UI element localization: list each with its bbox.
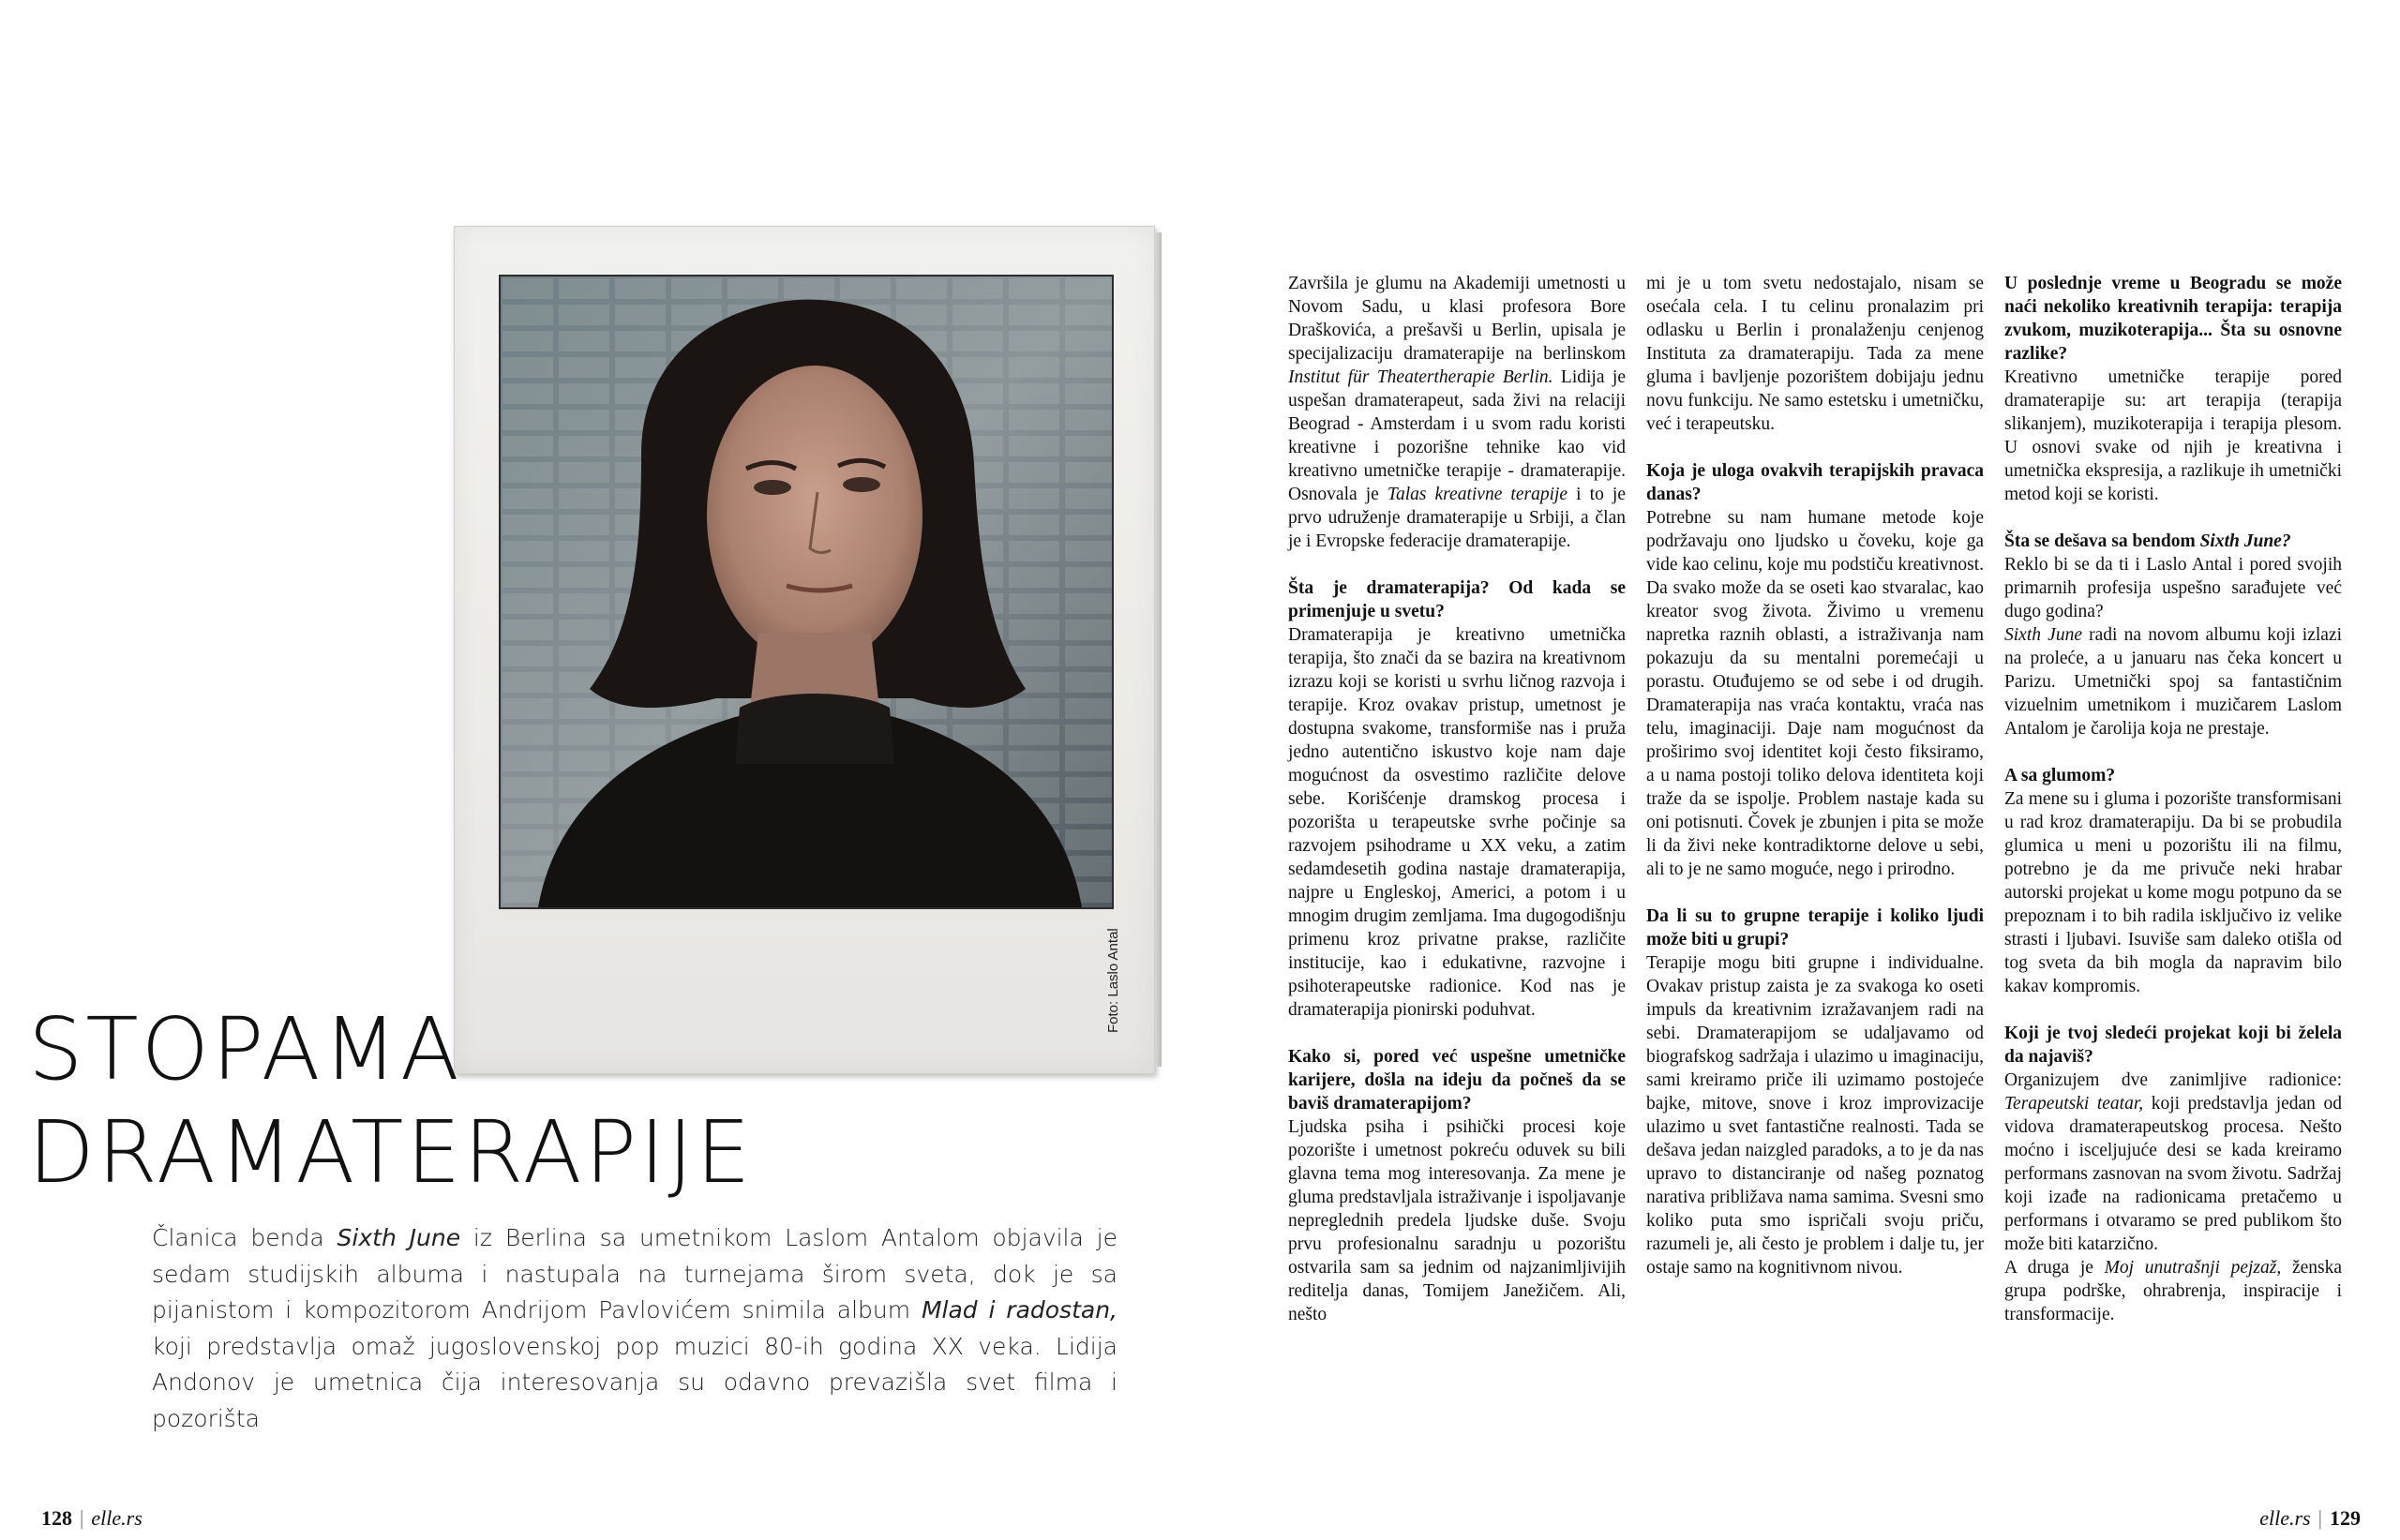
answer-paragraph: Reklo bi se da ti i Laslo Antal i pored svojih primarnih profesija uspešno sarađujete već dugo godina? <box>2004 555 2342 621</box>
text-run: Organizujem dve zanimljive radionice: <box>2004 1070 2342 1090</box>
answer-paragraph: mi je u tom svetu nedostajalo, nisam se osećala cela. I tu celinu pronalazim pri odlasku u Berlin i pronalaženju cenjenog Instituta za dramaterapiju. Tada za mene gluma i bavljenje pozorištem dobijaju jednu novu funkciju. Ne samo estetsku i umetničku, već i terapeutsku. <box>1646 274 1984 434</box>
question-heading <box>2004 530 2342 553</box>
page-number-right: 129 <box>2330 1506 2361 1530</box>
question-heading: Koji je tvoj sledeći projekat koji bi želela da najaviš? <box>2004 1024 2342 1067</box>
text-run: koji predstavlja jedan od vidova dramaterapeutskog procesa. Nešto moćno i isceljujuće desi se kada kreiramo performans zasnovan na svom životu. Sadržaj koji izađe na radionicama pretačemo u performans i otvaramo se pred publikom što može biti katarzično. <box>2004 1094 2342 1254</box>
italic-run: Sixth June? <box>2199 531 2291 551</box>
answer-paragraph: Ljudska psiha i psihički procesi koje pozorište i umetnost pokreću oduvek su bili glavna tema mog interesovanja. Za mene je gluma predstavljala istraživanje i ispoljavanje nepreglednih predela ljudske duše. Svoju prvu profesionalnu saradnju u pozorištu ostvarila sam sa jednim od najzanimljivijih reditelja danas, Tomijem Janežičem. Ali, nešto <box>1288 1117 1626 1324</box>
portrait-image <box>501 277 1112 907</box>
italic-run: Terapeutski teatar, <box>2004 1094 2144 1114</box>
answer-paragraph <box>2004 1069 2342 1256</box>
italic-run: Moj unutrašnji pejzaž, <box>2104 1258 2282 1278</box>
lead-album-name: Mlad i radostan, <box>921 1296 1118 1323</box>
text-column-1 <box>1288 272 1626 1326</box>
text-run: ženska grupa podrške, ohrabrenja, inspiracije i transformacije. <box>2004 1258 2343 1324</box>
lead-text-2: iz Berlina sa umetnikom Laslom Antalom objavila je sedam studijskih albuma i nastupala na turnejama širom sveta, dok je sa pijanistom i kompozitorom Andrijom Pavlovićem snimila album <box>152 1224 1118 1323</box>
lead-text-3: koji predstavlja omaž jugoslovenskoj pop muzici 80-ih godina XX veka. Lidija Andonov je umetnica čija interesovanja su odavno prevazišla svet filma i pozorišta <box>152 1332 1118 1432</box>
site-name-right: elle.rs <box>2259 1506 2311 1530</box>
answer-paragraph: Za mene su i gluma i pozorište transformisani u rad kroz dramaterapiju. Da bi se probudila glumica u meni u pozorištu ili na filmu, potrebno je da me privuče neki hrabar autorski projekat u kome mogu potpuno da se prepoznam i to bih radila isključivo iz velike strasti i ljubavi. Isuviše sam daleko otišla od tog sveta da bih mogla da napravim bilo kakav kompromis. <box>2004 789 2342 996</box>
text-run: Lidija je uspešan dramaterapeut, sada živi na relaciji Beograd - Amsterdam i u svom radu koristi kreativne i pozorišne tehnike kao vid kreativno umetničke terapije - dramaterapije. Osnovala je <box>1288 367 1626 504</box>
question-heading: Kako si, pored već uspešne umetničke karijere, došla na ideju da počneš da se baviš dramaterapijom? <box>1288 1047 1626 1114</box>
polaroid-photo-frame <box>454 226 1155 1074</box>
headline-line-1: STOPAMA <box>28 999 462 1099</box>
question-heading: Koja je uloga ovakvih terapijskih pravaca danas? <box>1646 461 1984 504</box>
right-page-folio <box>2259 1506 2361 1531</box>
text-column-2 <box>1646 272 1984 1279</box>
answer-paragraph: Dramaterapija je kreativno umetnička terapija, što znači da se bazira na kreativnom izrazu koji se koristi u svrhu ličnog razvoja i terapije. Kroz ovakav pristup, umetnost je dostupna svakome, transformiše nas i pruža jedno autentično iskustvo koje nam daje mogućnost da osvestimo različite delove sebe. Korišćenje dramskog procesa i pozorišta u terapeutske svrhe počinje sa razvojem psihodrame u XX veku, a zatim sedamdesetih godina nastaje dramaterapija, najpre u Engleskoj, Americi, a potom i u mnogim drugim zemljama. Ima dugogodišnju primenu kroz privatne prakse, različite institucije, kao i edukativne, razvojne i psihoterapeutske radionice. Kod nas je dramaterapija pionirski poduhvat. <box>1288 625 1626 1020</box>
question-heading: A sa glumom? <box>2004 766 2116 785</box>
text-run: A druga je <box>2004 1258 2105 1278</box>
lead-band-name: Sixth June <box>337 1224 461 1251</box>
photo-credit: Foto: Laslo Antal <box>1105 928 1121 1033</box>
text-run: i to je prvo udruženje dramaterapije u Srbiji, a član je i Evropske federacije dramaterapije. <box>1288 485 1626 551</box>
answer-paragraph: Terapije mogu biti grupne i individualne. Ovakav pristup zaista je za svakoga ko oseti impuls da kreativnim izražavanjem radi na sebi. Dramaterapijom se udaljavamo od biografskog sadržaja i ulazimo u imaginaciju, sami kreiramo priče ili uzimamo postojeće bajke, mitove, snove i kroz improvizacije ulazimo u svet fantastične realnosti. Tada se dešava jedan naizgled paradoks, a to je da nas upravo to distanciranje od našeg poznatog narativa približava nama samima. Svesni smo koliko puta smo ispričali svoju priču, razumeli je, ali često je problem i dalje tu, jer ostaje samo na kognitivnom nivou. <box>1646 953 1984 1278</box>
lead-text-1: Članica benda <box>152 1224 338 1251</box>
folio-divider: | <box>80 1506 84 1530</box>
question-heading: Šta je dramaterapija? Od kada se primenjuje u svetu? <box>1288 578 1626 621</box>
lead-paragraph <box>152 1220 1118 1437</box>
text-run: radi na novom albumu koji izlazi na proleće, a u januaru nas čeka koncert u Parizu. Umetnički spoj sa fantastičnim vizuelnim umetnikom i muzičarem Laslom Antalom je čarolija koja ne prestaje. <box>2004 625 2342 739</box>
page-number-left: 128 <box>41 1506 72 1530</box>
answer-paragraph <box>2004 623 2342 740</box>
answer-paragraph: Kreativno umetničke terapije pored dramaterapije su: art terapija (terapija slikanjem), muzikoterapija i terapija plesom. U osnovi svake od njih je kreativna i umetnička ekspresija, a razlikuje ih umetnički metod koji se koristi. <box>2004 367 2342 504</box>
italic-run: Talas kreativne terapije <box>1387 485 1568 504</box>
text-run: Završila je glumu na Akademiji umetnosti u Novom Sadu, u klasi profesora Bore Draškovića, a prešavši u Berlin, upisala je specijalizaciju dramaterapije na berlinskom <box>1288 274 1626 364</box>
italic-run: Sixth June <box>2004 625 2082 645</box>
text-run: Šta se dešava sa bendom <box>2004 531 2200 551</box>
portrait-photo <box>499 275 1114 909</box>
headline-line-2: DRAMATERAPIJE <box>28 1102 754 1203</box>
site-name-left: elle.rs <box>91 1506 142 1530</box>
question-heading: Da li su to grupne terapije i koliko ljudi može biti u grupi? <box>1646 906 1984 949</box>
folio-divider: | <box>2318 1506 2322 1530</box>
intro-paragraph <box>1288 272 1626 553</box>
italic-run: Institut für Theatertherapie Berlin. <box>1288 367 1553 387</box>
text-column-3 <box>2004 272 2342 1326</box>
article-headline <box>28 998 753 1204</box>
answer-paragraph: Potrebne su nam humane metode koje podržavaju ono ljudsko u čoveku, koje ga vide kao celinu, koje mu podstiču kreativnost. Da svako može da se oseti kao stvaralac, kao kreator svog života. Živimo u vremenu napretka raznih oblasti, a istraživanja nam pokazuju da su mentalni poremećaji u porastu. Otuđujemo se od sebe i od drugih. Dramaterapija nas vraća kontaktu, vraća nas telu, imaginaciji. Daje nam mogućnost da proširimo svoj identitet koji često fiksiramo, a u nama postoji toliko delova identiteta koji traže da se ispolje. Problem nastaje kada su oni potisnuti. Čovek je zbunjen i pita se može li da živi neke kontradiktorne delove u sebi, ali to je ne samo moguće, nego i prirodno. <box>1646 508 1984 879</box>
answer-paragraph <box>2004 1256 2342 1326</box>
left-page-folio <box>41 1506 142 1531</box>
question-heading: U poslednje vreme u Beogradu se može naći nekoliko kreativnih terapija: terapija zvukom, muzikoterapija... Šta su osnovne razlike? <box>2004 274 2342 364</box>
